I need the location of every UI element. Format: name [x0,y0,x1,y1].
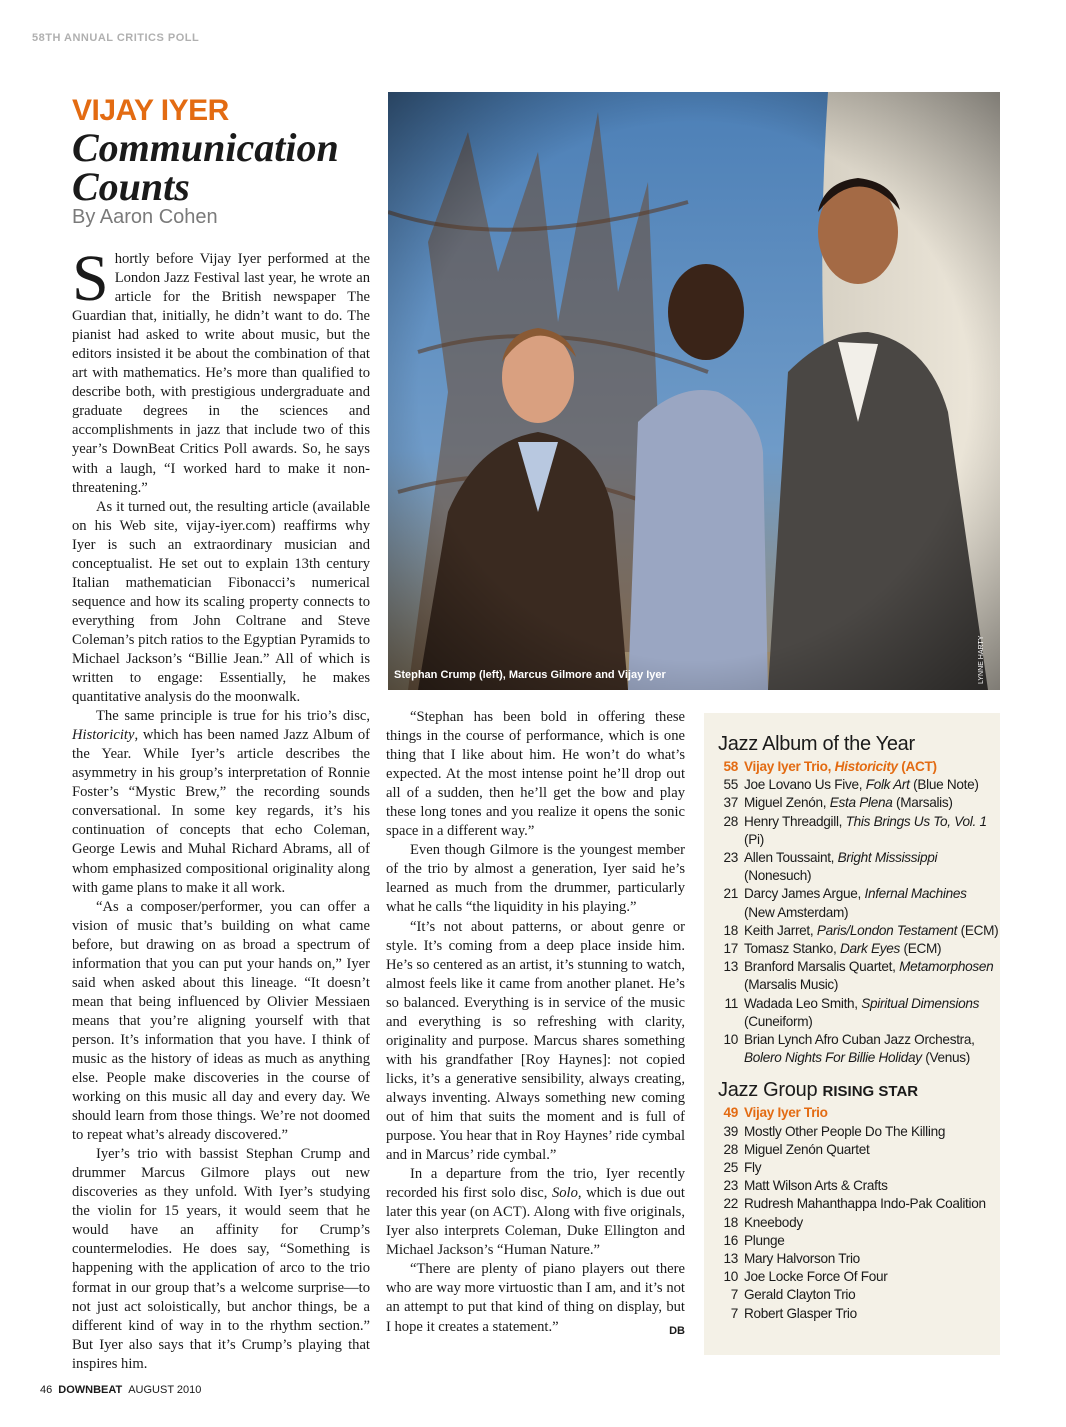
ranking-entry [718,1214,1000,1232]
label-name: (Venus) [921,1050,971,1066]
vote-count: 10 [723,1269,738,1285]
paragraph: Even though Gilmore is the youngest member of the trio by almost a generation, Iyer said he’s learned as much from the drummer, particularly what he calls “the liquidity in his playing.” [386,842,685,916]
ranking-entry [718,1177,1000,1195]
vote-count: 21 [723,886,738,902]
vote-count: 49 [723,1105,738,1121]
ranking-entry [718,1268,1000,1286]
artist-name: Branford Marsalis Quartet, [744,959,900,975]
group-name: Matt Wilson Arts & Crafts [744,1178,888,1194]
group-name: Mostly Other People Do The Killing [744,1123,946,1139]
entry-text [744,885,1000,921]
ranking-entry [718,1305,1000,1323]
label-name: (Blue Note) [909,777,979,793]
paragraph-text: , which is due out later this year (on ACT). Along with five originals, Iyer also interprets Coleman, Duke Ellington and Michael Jackson’s “Human Nature.” [386,1185,685,1259]
paragraph: As it turned out, the resulting article (available on his Web site, vijay-iyer.com) reaffirms why Iyer is such an extraordinary musician and conceptualist. He set out to explain 13th century Italian mathematician Fibonacci’s numerical sequence and how its scaling property connects to everything from John Coltrane and Steve Coleman’s pitch ratios to the Egyptian Pyramids to Michael Jackson’s “Billie Jean.” All of which is written to engage: Essentially, he makes quantitative analysis do the moonwalk. [72,498,370,706]
entry-text [744,813,1000,849]
group-name: Robert Glasper Trio [744,1305,857,1321]
magazine-name: DOWNBEAT [58,1384,123,1396]
label-name: (Nonesuch) [744,868,812,884]
ranking-entry [718,813,1000,849]
paragraph-text: hortly before Vijay Iyer performed at the London Jazz Festival last year, he wrote an article for the British newspaper The Guardian that, initially, he didn’t want to do. The pianist had asked to write about music, but the editors insisted it be about the combination of that art with mathematics. He’s more than qualified to describe both, with prestigious undergraduate and graduate degrees in the sciences and accomplishments in jazz that include two of this year’s DownBeat Critics Poll awards. So, he says with a laugh, “I worked hard to make it non-threatening.” [72,251,370,496]
ranking-entry [718,1250,1000,1268]
paragraph-text: In a departure from the trio, Iyer recently recorded his first solo disc, [386,1166,685,1202]
label-name: (New Amsterdam) [744,904,849,920]
label-name: (ECM) [900,941,942,957]
headline-line-2: Counts [72,164,190,209]
paragraph [72,242,370,498]
ranking-entry [718,1232,1000,1250]
album-title: Solo [551,1185,578,1202]
album-title: Historicity [72,727,135,744]
ranking-entry [718,794,1000,812]
album-of-year-list [718,758,1000,1067]
article-headline [72,125,382,209]
ranking-entry [718,995,1000,1031]
issue-date: AUGUST 2010 [128,1384,202,1396]
ranking-entry [718,1141,1000,1159]
artist-name: Miguel Zenón, [744,795,830,811]
group-name: Kneebody [744,1214,803,1230]
photo-caption: Stephan Crump (left), Marcus Gilmore and Vijay Iyer [394,669,666,681]
photo-illustration [388,92,1000,690]
label-name: (Pi) [744,831,764,847]
article-kicker: VIJAY IYER [72,94,229,127]
album-title: Bolero Nights For Billie Holiday [744,1050,922,1066]
vote-count: 28 [723,813,738,829]
vote-count: 22 [723,1196,738,1212]
vote-count: 18 [723,922,738,938]
vote-count: 23 [723,1178,738,1194]
vote-count: 23 [723,850,738,866]
artist-name: Allen Toussaint, [744,850,838,866]
ranking-entry [718,1104,1000,1122]
page-number: 46 [40,1384,53,1396]
running-head: 58TH ANNUAL CRITICS POLL [32,32,200,44]
vote-count: 55 [723,777,738,793]
entry-text [744,1031,1000,1067]
vote-count: 7 [730,1287,738,1303]
artist-name: Wadada Leo Smith, [744,995,862,1011]
label-name: (ECM) [957,922,999,938]
album-title: Metamorphosen [899,959,994,975]
group-name: Vijay Iyer Trio [744,1105,828,1121]
album-title: Spiritual Dimensions [861,995,980,1011]
rising-star-tag: RISING STAR [822,1083,919,1101]
album-title: Historicity [834,759,898,774]
ranking-entry [718,885,1000,921]
vote-count: 39 [723,1123,738,1139]
vote-count: 13 [723,959,738,975]
entry-text [744,995,1000,1031]
vote-count: 58 [723,759,738,774]
entry-text [744,849,1000,885]
ranking-entry [718,758,1000,776]
ranking-entry [718,1195,1000,1213]
artist-name: Darcy James Argue, [744,886,865,902]
photo-credit: LYNNE HARTY [978,635,985,684]
label-name: (Cuneiform) [744,1013,813,1029]
group-name: Rudresh Mahanthappa Indo-Pak Coalition [744,1196,986,1212]
entry-text [744,776,1000,794]
group-name: Miguel Zenón Quartet [744,1141,870,1157]
album-title: Bright Mississippi [837,850,938,866]
album-of-year-heading: Jazz Album of the Year [718,733,915,755]
ranking-entry [718,776,1000,794]
paragraph: “As a composer/performer, you can offer a vision of music that’s building on what came before, but drawing on as broad a spectrum of information that you can put your hands on,” Iyer said when asked about this lineage. “It doesn’t mean that being influenced by Olivier Messiaen means that you’re aligning yourself with that person. It’s information that you have. I think of music as the history of ideas as much as anything else. People make discoveries in the course of working on this music all day and every day. We should learn from those things. We’re not doomed to repeat what’s already discovered.” [72,898,370,1144]
label-name: (Marsalis) [892,795,953,811]
paragraph-text: The same principle is true for his trio’s disc, [96,708,370,725]
artist-name: Brian Lynch Afro Cuban Jazz Orchestra, [744,1032,975,1048]
paragraph-text: “There are plenty of piano players out there who are way more virtuostic than I am, and it’s not an attempt to put that kind of thing on display, but I hope it creates a statement.” [386,1261,685,1335]
group-name: Gerald Clayton Trio [744,1287,856,1303]
artist-name: Tomasz Stanko, [744,941,840,957]
entry-text [744,940,1000,958]
poll-results-sidebar [704,713,1000,1355]
label-name: (ACT) [897,759,937,774]
vote-count: 7 [730,1305,738,1321]
ranking-entry [718,849,1000,885]
album-title: Esta Plena [829,795,893,811]
album-title: Folk Art [865,777,910,793]
ranking-entry [718,922,1000,940]
entry-text [744,958,1000,994]
article-column-2 [386,708,685,1341]
artist-name: Keith Jarret, [744,922,817,938]
article-column-1 [72,242,370,1374]
group-name: Mary Halvorson Trio [744,1251,860,1267]
paragraph [386,1260,685,1336]
page-footer [40,1384,201,1396]
jazz-group-rising-star-heading [718,1079,1000,1102]
album-title: Dark Eyes [840,941,900,957]
vote-count: 13 [723,1251,738,1267]
artist-name: Henry Threadgill, [744,813,846,829]
vote-count: 16 [723,1232,738,1248]
vote-count: 37 [723,795,738,811]
vote-count: 11 [724,995,738,1011]
db-signoff: DB [669,1324,685,1337]
vote-count: 17 [723,941,738,957]
album-title: This Brings Us To, Vol. 1 [845,813,987,829]
ranking-entry [718,958,1000,994]
ranking-entry [718,1286,1000,1304]
paragraph-text: , which has been named Jazz Album of the Year. While Iyer’s article describes the asymmetry in his group’s interpretation of Ronnie Foster’s “Mystic Brew,” the recording sounds conversational. In some key regards, it’s his continuation of concepts that echo Coleman, George Lewis and Muhal Richard Abrams, all of whom emphasized compositional originality along with game plans to make it all work. [72,727,370,896]
drop-cap: S [72,242,109,315]
album-title: Paris/London Testament [816,922,958,938]
group-name: Fly [744,1160,762,1176]
trio-photo [388,92,1000,690]
ranking-entry [718,1123,1000,1141]
headline-line-1: Communication [72,125,339,170]
vote-count: 18 [723,1214,738,1230]
heading-text: Jazz Group [718,1079,818,1102]
entry-text [744,758,1000,776]
entry-text [744,922,1000,940]
jazz-group-list [718,1104,1000,1322]
paragraph: Iyer’s trio with bassist Stephan Crump and drummer Marcus Gilmore plays out new discoveries as they unfold. With Iyer’s studying the violin for 15 years, it would seem that he would have an affinity for Crump’s countermelodies. He does say, “Something is happening with the application of arco to the trio format in our group that’s a welcome surprise—to not just act soloistically, but anchor things, be a different kind of way in to the rhythm section.” But Iyer also says that it’s Crump’s playing that inspires him. [72,1146,370,1372]
vote-count: 25 [723,1160,738,1176]
ranking-entry [718,940,1000,958]
paragraph [72,707,370,897]
artist-name: Vijay Iyer Trio, [744,759,835,774]
vote-count: 28 [723,1141,738,1157]
paragraph: “It’s not about patterns, or about genre or style. It’s coming from a deep place inside him. He’s so centered as an artist, it’s stunning to watch, almost feels like it came from another planet. He’s so balanced. Everything is in service of the music and everything is so refreshing with clarity, originality and purpose. Marcus shares something with his grandfather [Roy Haynes]: not copied licks, it’s a generative sensibility, always creating, always inventing. Always something new coming out of him that suits the moment and is full of purpose. You hear that in Roy Haynes’ ride cymbal and in Marcus’ ride cymbal.” [386,918,685,1164]
entry-text [744,794,1000,812]
group-name: Joe Locke Force Of Four [744,1269,888,1285]
label-name: (Marsalis Music) [744,977,839,993]
ranking-entry [718,1031,1000,1067]
ranking-entry [718,1159,1000,1177]
paragraph [386,1165,685,1260]
artist-name: Joe Lovano Us Five, [744,777,866,793]
album-title: Infernal Machines [864,886,967,902]
paragraph: “Stephan has been bold in offering these things in the course of performance, which is one thing that I like about him. He won’t do what’s expected. At the most intense point he’ll drop out all of a sudden, then he’ll get the bow and play these long tones and you realize it opens the sonic space in a different way.” [386,709,685,840]
article-byline: By Aaron Cohen [72,206,218,228]
group-name: Plunge [744,1232,785,1248]
vote-count: 10 [723,1032,738,1048]
